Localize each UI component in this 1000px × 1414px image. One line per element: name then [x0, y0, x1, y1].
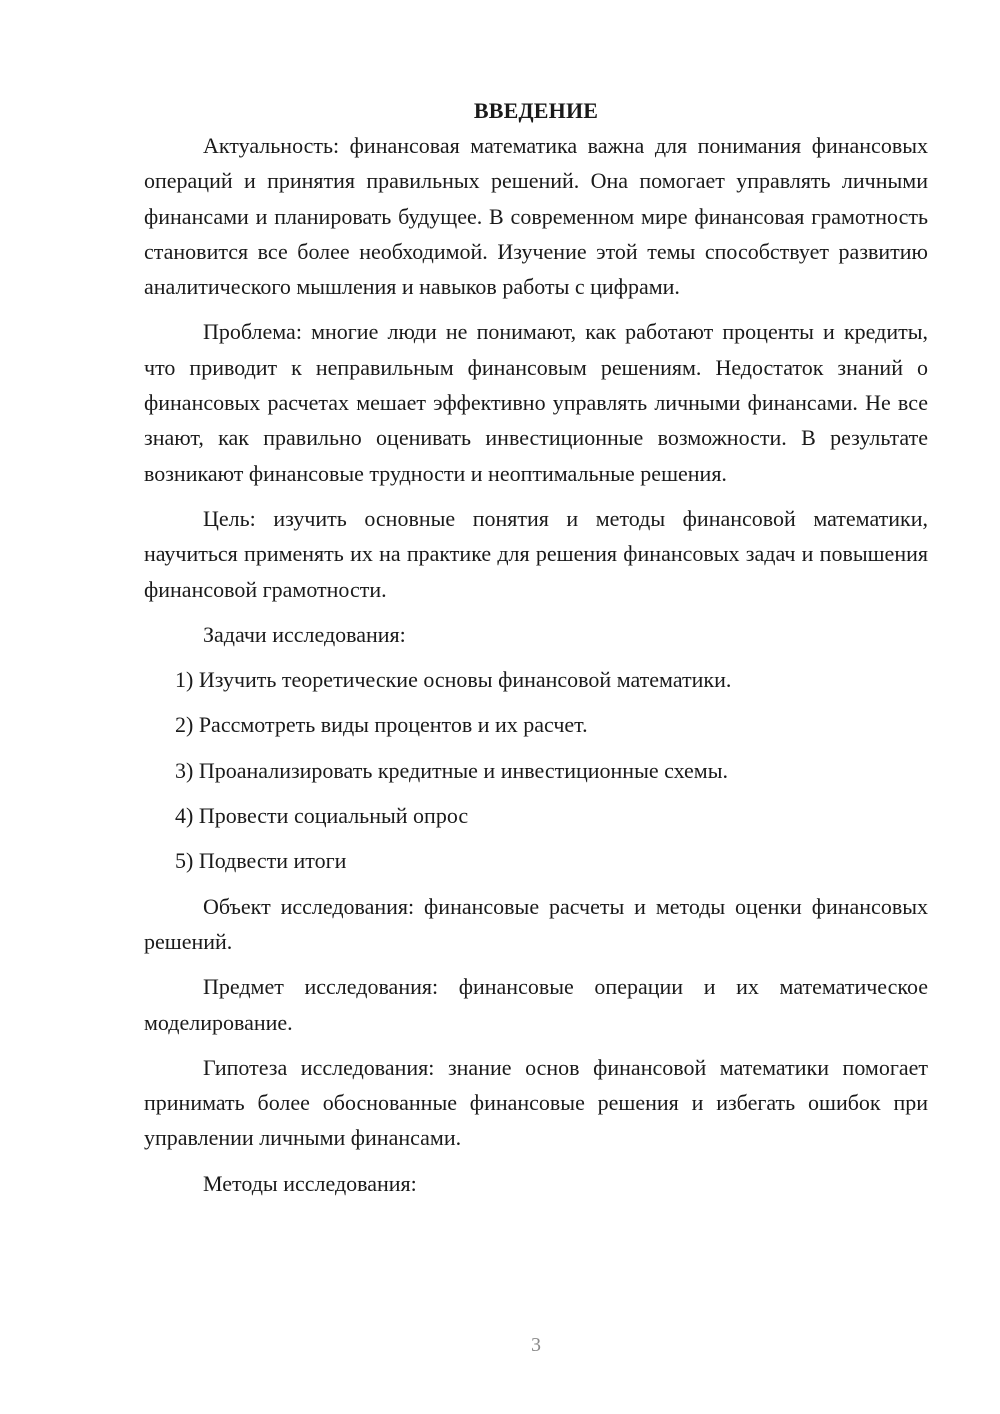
list-item: 2) Рассмотреть виды процентов и их расчет. — [175, 712, 588, 738]
paragraph-goal: Цель: изучить основные понятия и методы финансовой математики, научиться применять их на практике для решения финансовых задач и повышения финансовой грамотности. — [144, 505, 928, 602]
paragraph-relevance: Актуальность: финансовая математика важна для понимания финансовых операций и принятия правильных решений. Она помогает управлять личными финансами и планировать будущее. В современном мире финансовая грамотность становится все более необходимой. Изучение этой темы способствует развитию аналитического мышления и навыков работы с цифрами. — [144, 133, 928, 300]
list-item: 3) Проанализировать кредитные и инвестиционные схемы. — [175, 757, 729, 783]
paragraph-object: Объект исследования: финансовые расчеты и методы оценки финансовых решений. — [144, 893, 928, 954]
paragraph-subject: Предмет исследования: финансовые операции и их математическое моделирование. — [144, 974, 928, 1035]
paragraph-hypothesis: Гипотеза исследования: знание основ финансовой математики помогает принимать более обоснованные финансовые решения и избегать ошибок при управлении личными финансами. — [144, 1054, 928, 1151]
document-page — [144, 94, 928, 1211]
tasks-list — [144, 662, 928, 878]
list-item: 1) Изучить теоретические основы финансовой математики. — [175, 667, 732, 693]
section-heading: ВВЕДЕНИЕ — [473, 98, 599, 123]
paragraph-methods-title: Методы исследования: — [203, 1170, 417, 1196]
list-item: 5) Подвести итоги — [175, 848, 347, 874]
paragraph-tasks-title: Задачи исследования: — [203, 621, 406, 647]
page-number: 3 — [531, 1334, 541, 1356]
list-item: 4) Провести социальный опрос — [175, 803, 469, 829]
paragraph-problem: Проблема: многие люди не понимают, как работают проценты и кредиты, что приводит к неправильным финансовым решениям. Недостаток знаний о финансовых расчетах мешает эффективно управлять личными финансами. Не все знают, как правильно оценивать инвестиционные возможности. В результате возникают финансовые трудности и неоптимальные решения. — [144, 319, 928, 486]
